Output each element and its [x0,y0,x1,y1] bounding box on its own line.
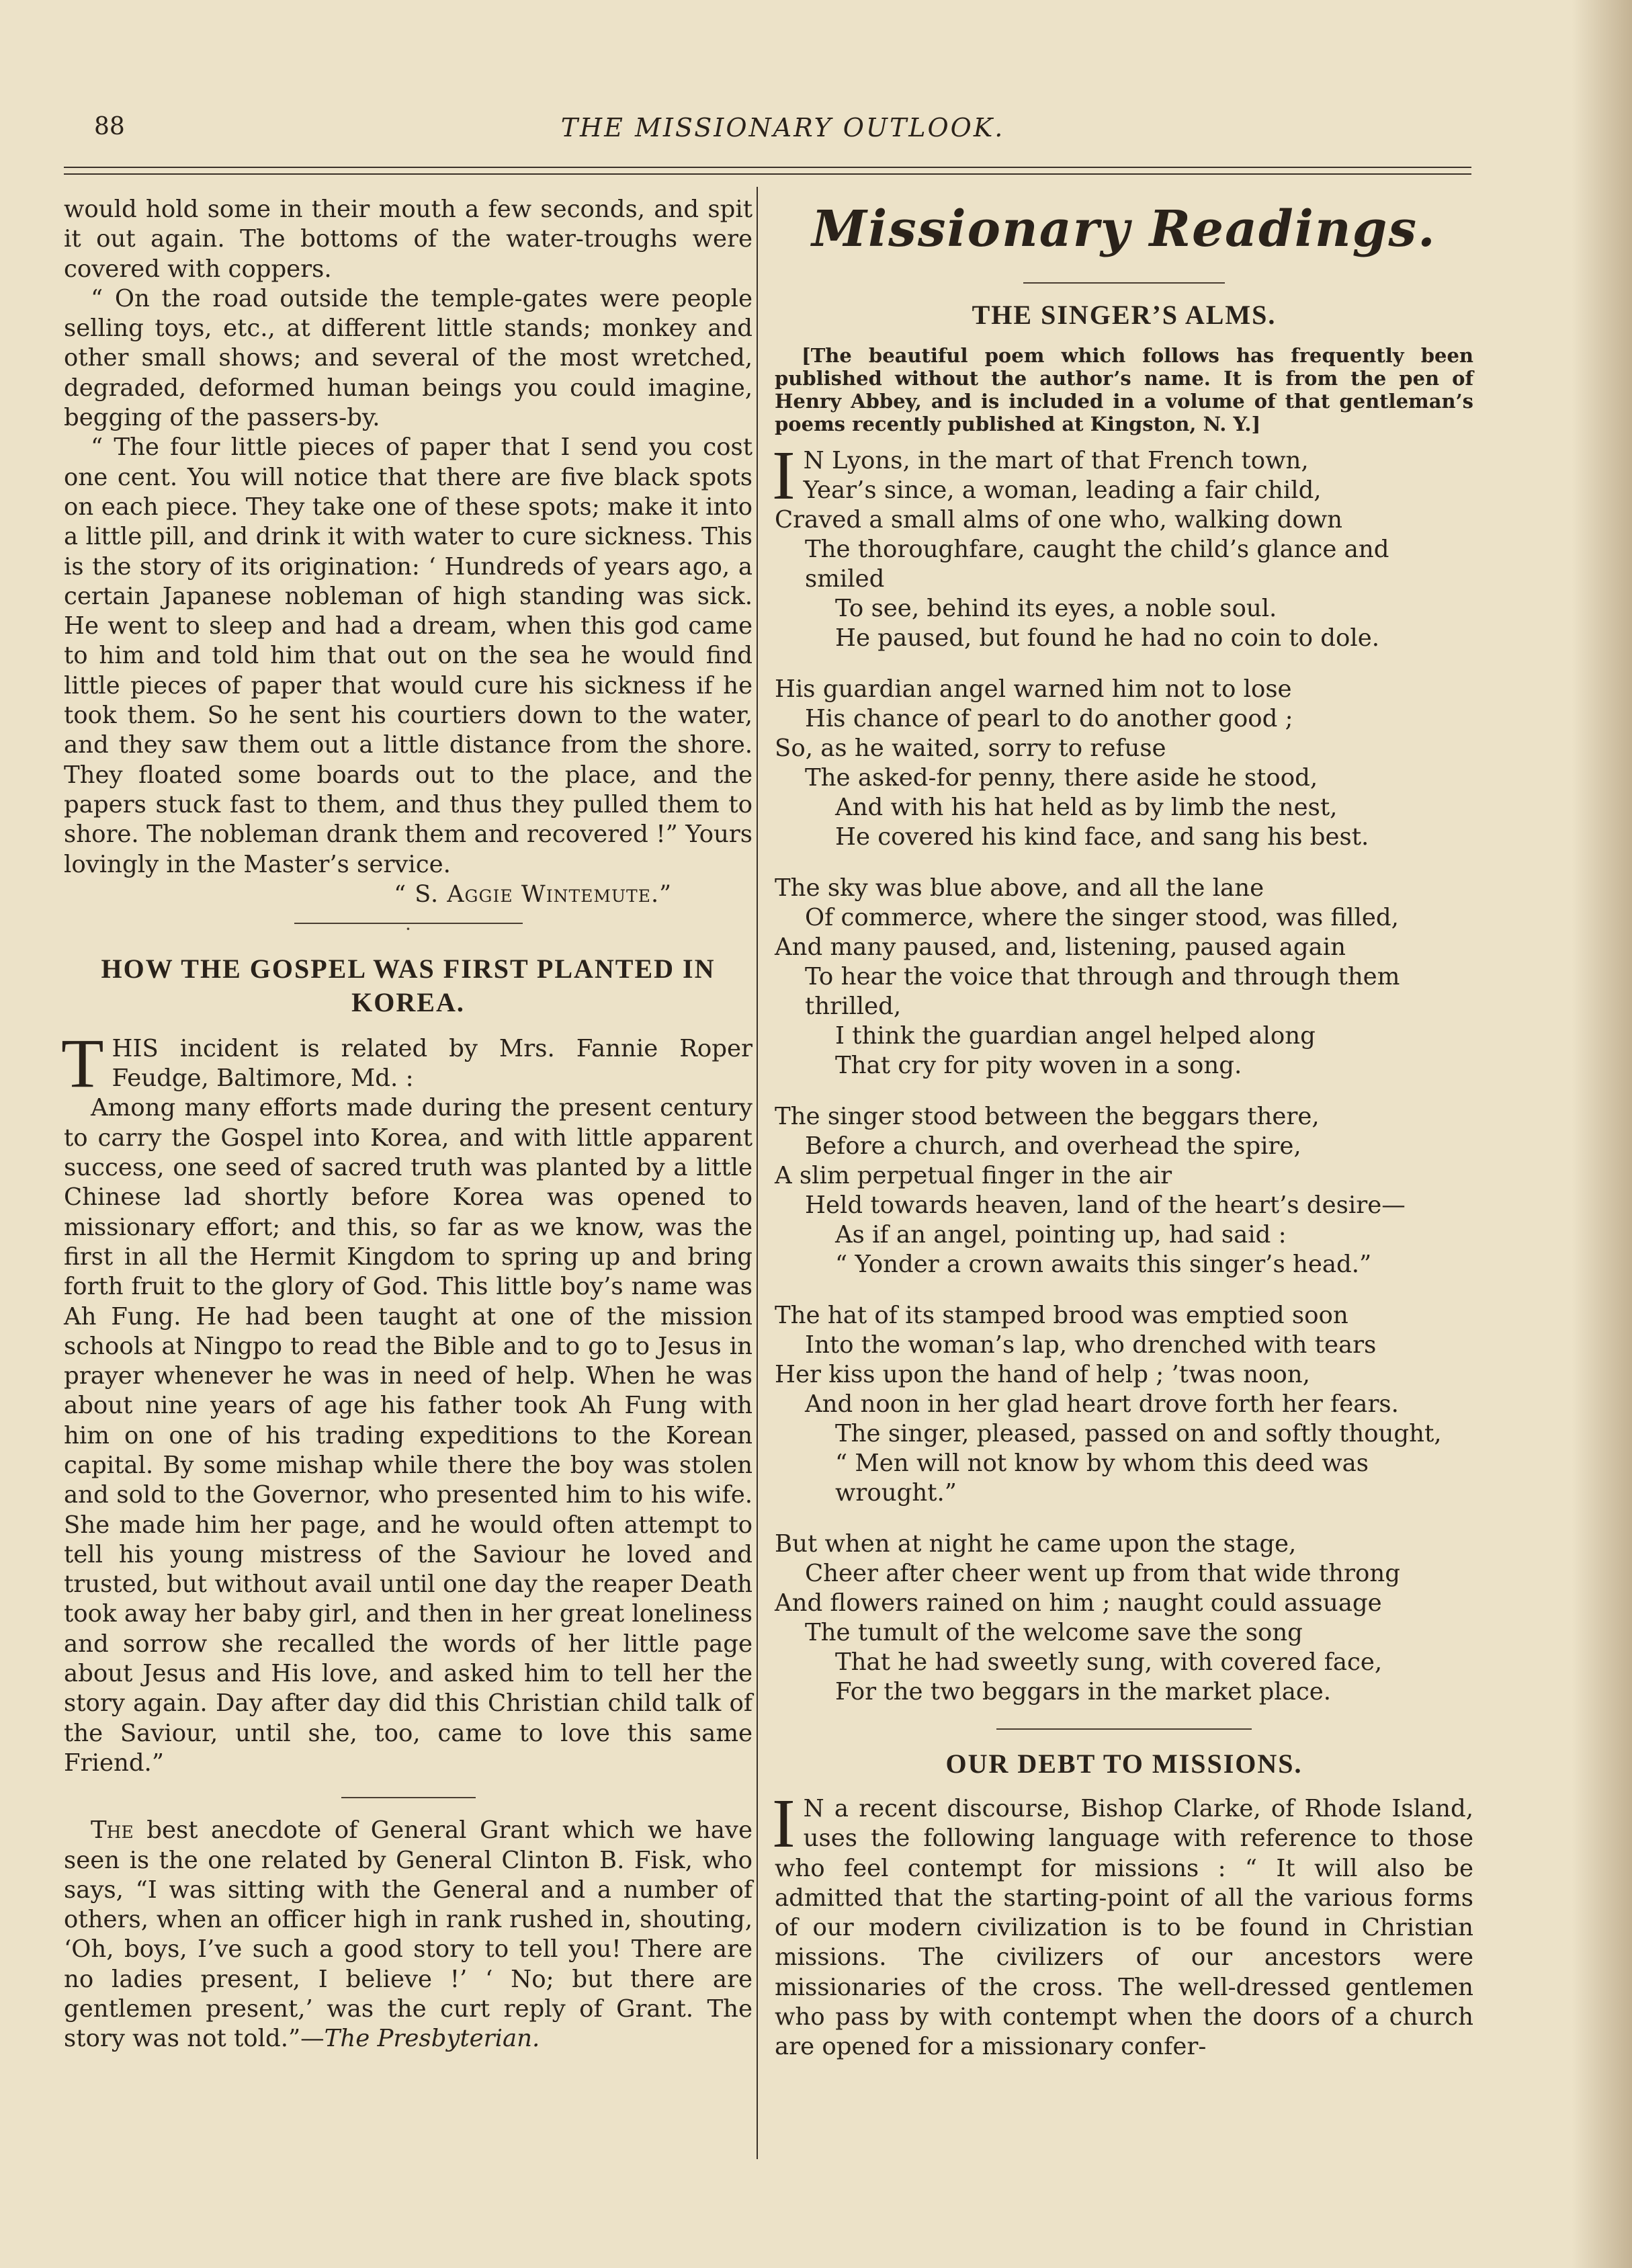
article-title-singers-alms: THE SINGER’S ALMS. [972,300,1277,330]
drop-cap: I [772,437,796,514]
poem-line: The hat of its stamped brood was emptied soon [775,1302,1348,1329]
poem-line: A slim perpetual finger in the air [775,1162,1172,1189]
poem-line: Craved a small alms of one who, walking down [775,506,1343,534]
header-rule-double [64,173,1471,175]
letter-signature: “ S. Aggie Wintemute.” [394,880,672,908]
poem-line: I think the guardian angel helped along [835,1022,1316,1050]
poem-line: And flowers rained on him ; naught could assuage [775,1589,1382,1617]
drop-cap: I [772,1785,796,1862]
poem-line: His guardian angel warned him not to lose [775,675,1292,703]
poem-line: He paused, but found he had no coin to dole. [835,624,1380,652]
section-title: Missionary Readings. [812,200,1436,258]
anecdote-source: The Presbyterian. [324,2025,540,2053]
poem-line: The tumult of the welcome save the song [805,1619,1303,1646]
lead-word: The [91,1816,134,1845]
poem-stanza [775,675,1473,852]
poem-line: Of commerce, where the singer stood, was filled, [805,904,1399,931]
poem-line: That cry for pity woven in a song. [835,1052,1242,1079]
running-head [94,113,1471,153]
poem-line: Year’s since, a woman, leading a fair child, [803,476,1322,504]
poem-line: And noon in her glad heart drove forth her fears. [805,1390,1399,1418]
poem-stanza [772,437,1473,653]
poem-line: The singer stood between the beggars there, [775,1103,1320,1130]
poem-stanza [775,1301,1473,1508]
poem-line: So, as he waited, sorry to refuse [775,734,1166,762]
poem-line: N Lyons, in the mart of that French town, [803,447,1309,474]
header-rule [64,167,1471,168]
korea-article-body [61,1024,753,1778]
article-intro: HIS incident is related by Mrs. Fannie Roper Feudge, Baltimore, Md. : [112,1034,753,1093]
poem-line: “ Yonder a crown awaits this singer’s head.” [835,1251,1372,1278]
article-title-korea: HOW THE GOSPEL WAS FIRST PLANTED IN KOREA. [101,953,716,1017]
poem-line: Cheer after cheer went up from that wide throng [805,1560,1400,1587]
poem-line: And many paused, and, listening, paused again [775,933,1346,961]
poem-line: His chance of pearl to do another good ; [805,705,1293,732]
poem-line: “ Men will not know by whom this deed was wrought.” [835,1450,1369,1507]
article-body: N a recent discourse, Bishop Clarke, of Rhode Island, uses the following language with reference to those who feel contempt for missions : “ It will also be admitted that the starting-point of all the various forms of our modern civilization is to be found in Christian missions. The civilizers of our ancestors were missionaries of the cross. The well-dressed gentlemen who pass by with contempt when the doors of a church are opened for a missionary confer- [775,1795,1473,2061]
article-body: Among many efforts made during the present century to carry the Gospel into Korea, and with little apparent success, one seed of sacred truth was planted by a little Chinese lad shortly before Korea was opened to missionary effort; and this, so far as we know, was the first in all the Hermit Kingdom to spring up and bring forth fruit to the glory of God. This little boy’s name was Ah Fung. He had been taught at one of the mission schools at Ningpo to read the Bible and to go to Jesus in prayer whenever he was in need of help. When he was about nine years of age his father took Ah Fung with him on one of his trading expeditions to the Korean capital. By some mishap while there the boy was stolen and sold to the Governor, who presented him to his wife. She made him her page, and he would often attempt to tell his young mistress of the Saviour he loved and trusted, but without avail until one day the reaper Death took away her baby girl, and then in her great loneliness and sorrow she recalled the words of her little page about Jesus and His love, and asked him to tell her the story again. Day after day did this Christian child talk of the Saviour, until she, too, came to love this same Friend.” [64,1094,753,1777]
poem-line: And with his hat held as by limb the nest, [835,794,1338,821]
article-title-debt: OUR DEBT TO MISSIONS. [945,1749,1303,1779]
poem-line: The sky was blue above, and all the lane [775,874,1264,902]
ornament: · [405,917,411,940]
page-number: 88 [94,113,125,140]
editor-note: [The beautiful poem which follows has frequently been published without the author’s name. It is from the pen of Henry Abbey, and is included in a volume of that gentleman’s poems recently published at Kingston, N. Y.] [775,344,1473,435]
grant-anecdote [64,1816,753,2054]
page-edge-shadow [1572,0,1632,2268]
right-column [772,195,1473,2062]
poem-stanza [775,1102,1473,1279]
poem-line: For the two beggars in the market place. [835,1678,1332,1706]
poem-line: The singer, pleased, passed on and softly thought, [835,1420,1442,1447]
poem-stanza [775,874,1473,1081]
paragraph: “ The four little pieces of paper that I send you cost one cent. You will notice that there are five black spots on each piece. They take one of these spots; make it into a little pill, and drink it with water to cure sickness. This is the story of its origination: ‘ Hundreds of years ago, a certain Japanese nobleman of high standing was sick. He went to sleep and had a dream, when this god came to him and told him that out on the sea he would find little pieces of paper that would cure his sickness if he took them. So he sent his courtiers down to the water, and they saw them out a little distance from the shore. They floated some boards out to the place, and the papers stuck fast to them, and thus they pulled them to shore. The nobleman drank them and recovered !” Yours lovingly in the Master’s service. [64,433,753,878]
poem-line: But when at night he came upon the stage, [775,1530,1297,1558]
poem-line: The asked-for penny, there aside he stood, [805,764,1318,792]
column-divider [757,187,758,2159]
poem-line: Before a church, and overhead the spire, [805,1132,1301,1160]
poem-line: Held towards heaven, land of the heart’s desire— [805,1191,1406,1219]
poem-line: Into the woman’s lap, who drenched with tears [805,1331,1377,1359]
journal-title: THE MISSIONARY OUTLOOK. [560,113,1005,142]
poem-line: As if an angel, pointing up, had said : [835,1221,1287,1249]
poem-line: Her kiss upon the hand of help ; ’twas noon, [775,1361,1310,1388]
paragraph: “ On the road outside the temple-gates were people selling toys, etc., at different little stands; monkey and other small shows; and several of the most wretched, degraded, deformed human beings you could imagine, begging of the passers-by. [64,284,753,432]
poem-line: The thoroughfare, caught the child’s glance and smiled [805,536,1389,593]
drop-cap: T [61,1024,104,1102]
poem [772,437,1473,1707]
poem-line: He covered his kind face, and sang his best. [835,823,1369,851]
anecdote-text: best anecdote of General Grant which we have seen is the one related by General Clinton B. Fisk, who says, “I was sitting with the General and a number of others, when an officer high in rank rushed in, shouting, ‘Oh, boys, I’ve such a good story to tell you! There are no ladies present, I believe !’ ‘ No; but there are gentlemen present,’ was the curt reply of Grant. The story was not told.”— [64,1816,753,2053]
left-column [61,195,753,2054]
poem-line: To hear the voice that through and through them thrilled, [805,963,1400,1020]
poem-line: To see, behind its eyes, a noble soul. [835,595,1277,622]
poem-stanza [775,1529,1473,1707]
paragraph: would hold some in their mouth a few seconds, and spit it out again. The bottoms of the water-troughs were covered with coppers. [64,196,753,283]
poem-line: That he had sweetly sung, with covered face, [835,1648,1383,1676]
debt-article-body [772,1785,1473,2062]
